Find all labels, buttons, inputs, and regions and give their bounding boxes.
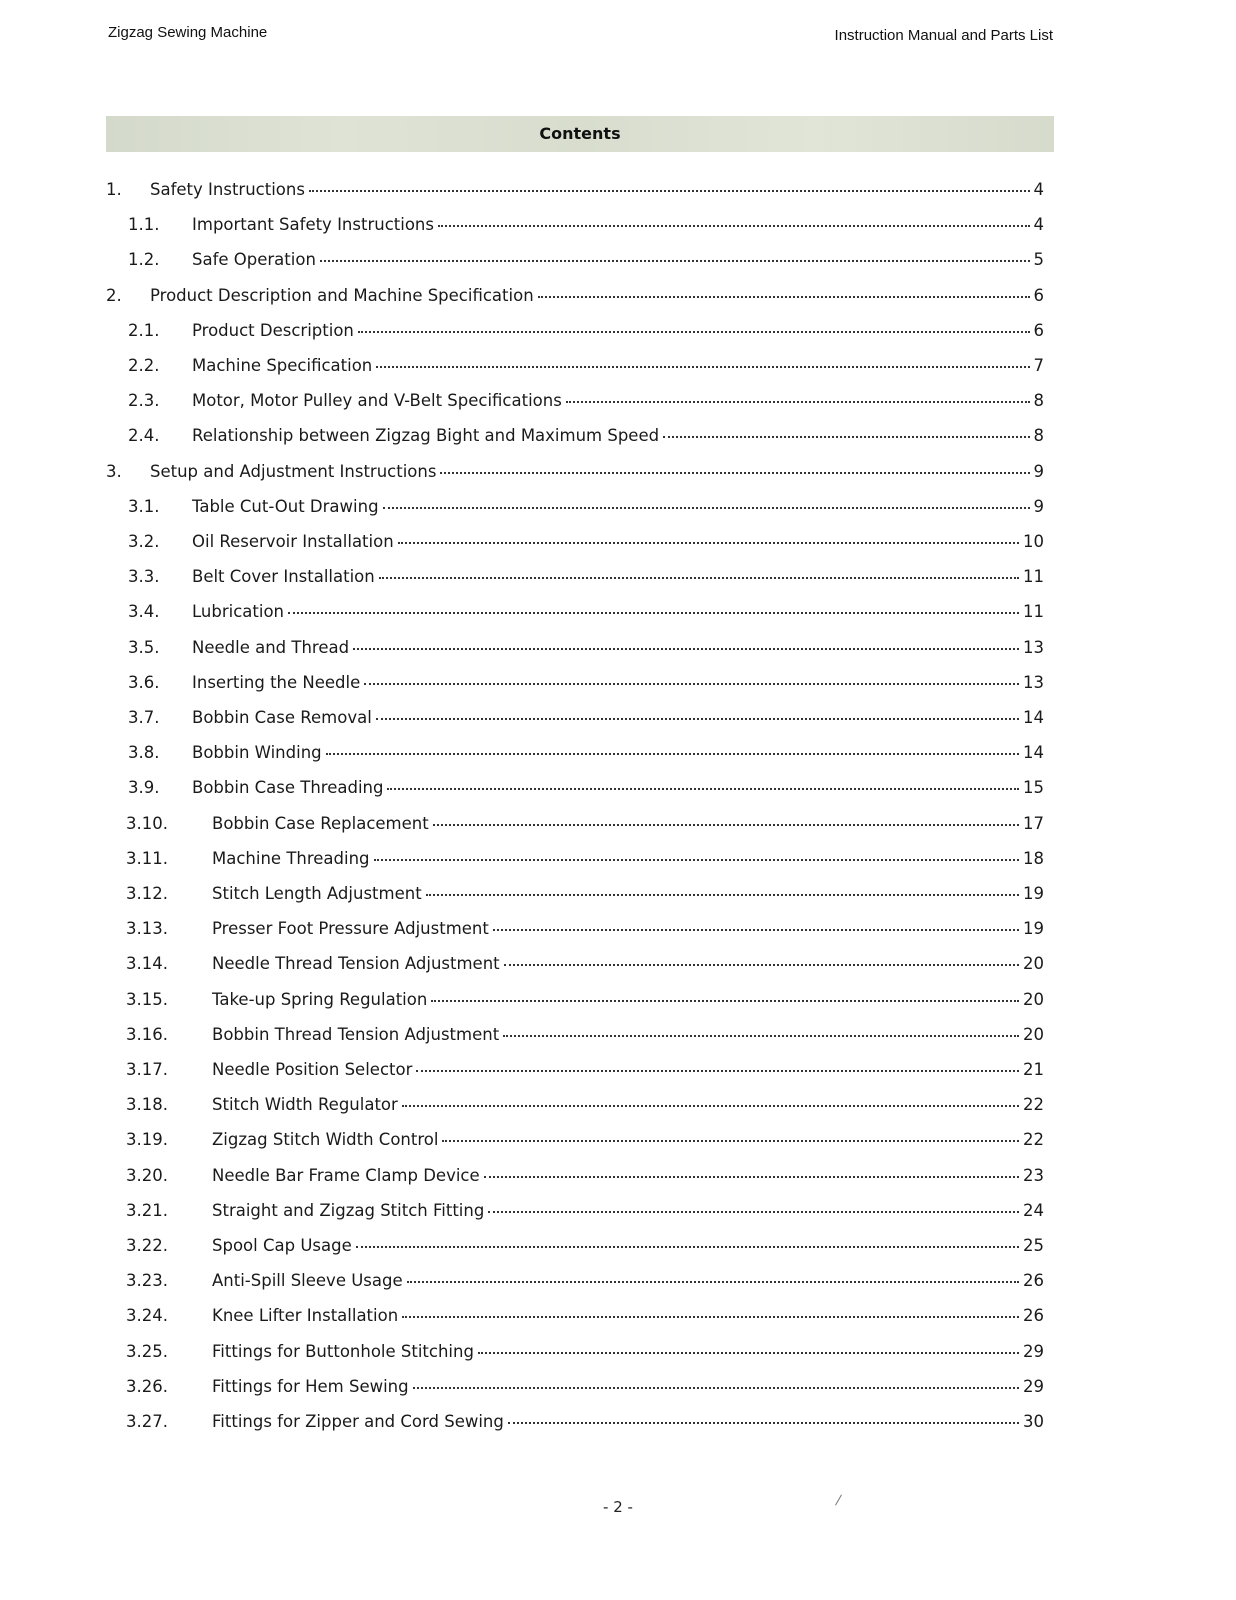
toc-entry-page: 14 bbox=[1023, 743, 1044, 763]
toc-entry-title: Inserting the Needle bbox=[192, 672, 361, 692]
toc-entry-number: 3.5. bbox=[128, 637, 160, 657]
toc-entry-page: 8 bbox=[1033, 426, 1044, 446]
toc-entry bbox=[128, 250, 1044, 280]
toc-entry-page: 22 bbox=[1023, 1130, 1044, 1150]
toc-entry-number: 3.3. bbox=[128, 567, 160, 587]
header-document-title: Zigzag Sewing Machine bbox=[108, 24, 268, 41]
toc-entry-number: 3.15. bbox=[126, 989, 168, 1009]
toc-entry-title: Setup and Adjustment Instructions bbox=[150, 461, 437, 481]
toc-dot-leader bbox=[440, 472, 1029, 474]
toc-dot-leader bbox=[478, 1352, 1019, 1354]
toc-entry-title: Safe Operation bbox=[192, 250, 316, 270]
toc-entry-number: 3.23. bbox=[126, 1271, 168, 1291]
toc-entry-page: 4 bbox=[1033, 180, 1044, 199]
toc-entry bbox=[126, 1342, 1044, 1372]
toc-entry-number: 3.27. bbox=[126, 1412, 168, 1431]
toc-entry-title: Needle Bar Frame Clamp Device bbox=[212, 1165, 480, 1185]
toc-entry-title: Needle and Thread bbox=[192, 637, 350, 657]
toc-entry-title: Fittings for Zipper and Cord Sewing bbox=[212, 1412, 504, 1431]
toc-dot-leader bbox=[413, 1387, 1019, 1389]
toc-dot-leader bbox=[663, 436, 1029, 438]
toc-entry-title: Take-up Spring Regulation bbox=[212, 989, 428, 1009]
toc-entry-page: 11 bbox=[1023, 602, 1044, 622]
toc-entry-title: Product Description bbox=[192, 320, 354, 340]
toc-entry bbox=[126, 1130, 1044, 1160]
toc-entry-page: 9 bbox=[1033, 496, 1044, 516]
toc-dot-leader bbox=[503, 1035, 1019, 1037]
toc-entry bbox=[128, 638, 1044, 668]
toc-entry bbox=[126, 990, 1044, 1020]
toc-entry-page: 19 bbox=[1023, 919, 1044, 939]
toc-entry bbox=[128, 321, 1044, 351]
toc-entry-number: 3.14. bbox=[126, 954, 168, 974]
toc-entry-title: Motor, Motor Pulley and V-Belt Specifications bbox=[192, 391, 562, 411]
toc-entry-page: 20 bbox=[1023, 1024, 1044, 1044]
toc-entry-number: 2. bbox=[106, 285, 122, 305]
toc-entry-page: 11 bbox=[1023, 567, 1044, 587]
toc-entry-title: Anti-Spill Sleeve Usage bbox=[212, 1271, 403, 1291]
toc-dot-leader bbox=[416, 1070, 1019, 1072]
toc-entry-page: 10 bbox=[1023, 532, 1044, 551]
toc-entry bbox=[126, 1306, 1044, 1336]
toc-entry-page: 25 bbox=[1023, 1236, 1044, 1255]
toc-entry-number: 3.20. bbox=[126, 1165, 168, 1185]
toc-dot-leader bbox=[376, 366, 1029, 368]
toc-entry-title: Table Cut-Out Drawing bbox=[192, 496, 379, 516]
toc-entry-number: 3.24. bbox=[126, 1306, 168, 1326]
toc-entry-page: 18 bbox=[1023, 848, 1044, 868]
toc-dot-leader bbox=[493, 929, 1019, 931]
toc-entry-page: 20 bbox=[1023, 954, 1044, 974]
toc-entry-page: 29 bbox=[1023, 1376, 1044, 1396]
toc-entry-page: 6 bbox=[1033, 285, 1044, 305]
contents-heading-band bbox=[106, 116, 1054, 152]
toc-entry-title: Oil Reservoir Installation bbox=[192, 532, 394, 551]
toc-entry-number: 2.4. bbox=[128, 426, 160, 446]
toc-entry-page: 5 bbox=[1033, 250, 1044, 270]
header-manual-type: Instruction Manual and Parts List bbox=[834, 27, 1053, 44]
toc-dot-leader bbox=[402, 1316, 1019, 1318]
toc-dot-leader bbox=[353, 648, 1019, 650]
toc-entry bbox=[128, 215, 1044, 245]
toc-entry bbox=[128, 532, 1044, 562]
toc-dot-leader bbox=[320, 260, 1030, 262]
toc-entry bbox=[126, 1236, 1044, 1266]
toc-entry bbox=[128, 708, 1044, 738]
toc-entry-title: Knee Lifter Installation bbox=[212, 1306, 399, 1326]
toc-dot-leader bbox=[379, 577, 1019, 579]
toc-entry-title: Zigzag Stitch Width Control bbox=[212, 1130, 439, 1150]
toc-entry bbox=[128, 602, 1044, 632]
toc-entry-title: Relationship between Zigzag Bight and Maximum Speed bbox=[192, 426, 660, 446]
toc-dot-leader bbox=[426, 894, 1019, 896]
toc-entry-page: 30 bbox=[1023, 1412, 1044, 1431]
toc-dot-leader bbox=[407, 1281, 1019, 1283]
toc-entry-title: Machine Specification bbox=[192, 356, 373, 375]
toc-entry bbox=[126, 954, 1044, 984]
toc-entry-title: Product Description and Machine Specification bbox=[150, 285, 534, 305]
toc-entry-number: 3.12. bbox=[126, 884, 168, 903]
toc-entry-page: 15 bbox=[1023, 778, 1044, 798]
toc-dot-leader bbox=[383, 507, 1030, 509]
toc-entry-number: 2.3. bbox=[128, 391, 160, 411]
toc-entry-page: 29 bbox=[1023, 1341, 1044, 1361]
toc-entry-page: 8 bbox=[1033, 391, 1044, 411]
toc-entry-title: Fittings for Hem Sewing bbox=[212, 1376, 409, 1396]
page-number: - 2 - bbox=[603, 1498, 633, 1516]
toc-entry-number: 1.2. bbox=[128, 250, 160, 270]
toc-entry-number: 3.16. bbox=[126, 1024, 168, 1044]
toc-entry-number: 2.2. bbox=[128, 356, 160, 375]
toc-entry bbox=[126, 849, 1044, 879]
toc-dot-leader bbox=[538, 296, 1030, 298]
toc-entry-title: Bobbin Case Threading bbox=[192, 778, 384, 798]
toc-entry-page: 13 bbox=[1023, 672, 1044, 692]
toc-entry-title: Bobbin Case Removal bbox=[192, 708, 372, 727]
toc-entry-page: 17 bbox=[1023, 813, 1044, 833]
toc-entry-title: Important Safety Instructions bbox=[192, 215, 434, 235]
toc-entry-title: Stitch Length Adjustment bbox=[212, 884, 422, 903]
toc-entry bbox=[106, 180, 1044, 210]
toc-entry-page: 26 bbox=[1023, 1271, 1044, 1291]
toc-entry-title: Presser Foot Pressure Adjustment bbox=[212, 919, 489, 939]
toc-entry bbox=[126, 1377, 1044, 1407]
toc-entry-title: Machine Threading bbox=[212, 848, 370, 868]
toc-entry-page: 22 bbox=[1023, 1095, 1044, 1115]
toc-entry bbox=[126, 1271, 1044, 1301]
toc-entry-number: 3.1. bbox=[128, 496, 160, 516]
toc-entry-page: 13 bbox=[1023, 637, 1044, 657]
page-header bbox=[108, 22, 1053, 48]
toc-entry bbox=[128, 673, 1044, 703]
toc-entry-number: 3.11. bbox=[126, 848, 168, 868]
toc-entry-title: Lubrication bbox=[192, 602, 284, 622]
toc-entry-page: 26 bbox=[1023, 1306, 1044, 1326]
toc-entry-title: Bobbin Case Replacement bbox=[212, 813, 429, 833]
toc-entry-title: Fittings for Buttonhole Stitching bbox=[212, 1341, 474, 1361]
toc-entry-number: 3.7. bbox=[128, 708, 160, 727]
toc-entry-title: Spool Cap Usage bbox=[212, 1236, 352, 1255]
toc-dot-leader bbox=[288, 612, 1019, 614]
toc-entry-number: 3.8. bbox=[128, 743, 160, 763]
toc-entry bbox=[128, 778, 1044, 808]
toc-dot-leader bbox=[364, 683, 1019, 685]
toc-entry bbox=[128, 743, 1044, 773]
toc-entry-title: Needle Position Selector bbox=[212, 1060, 413, 1079]
toc-entry-page: 9 bbox=[1033, 461, 1044, 481]
toc-dot-leader bbox=[438, 225, 1030, 227]
toc-entry bbox=[126, 884, 1044, 914]
toc-entry bbox=[128, 567, 1044, 597]
toc-dot-leader bbox=[508, 1422, 1019, 1424]
toc-entry-page: 4 bbox=[1033, 215, 1044, 235]
toc-entry-page: 14 bbox=[1023, 708, 1044, 727]
toc-entry-number: 3.9. bbox=[128, 778, 160, 798]
toc-entry-page: 19 bbox=[1023, 884, 1044, 903]
toc-entry-number: 3.18. bbox=[126, 1095, 168, 1115]
toc-entry-number: 3. bbox=[106, 461, 122, 481]
toc-entry bbox=[128, 497, 1044, 527]
toc-dot-leader bbox=[433, 824, 1019, 826]
toc-dot-leader bbox=[326, 753, 1019, 755]
toc-entry-page: 7 bbox=[1033, 356, 1044, 375]
toc-entry-page: 23 bbox=[1023, 1165, 1044, 1185]
toc-entry-page: 6 bbox=[1033, 320, 1044, 340]
toc-dot-leader bbox=[488, 1211, 1019, 1213]
toc-dot-leader bbox=[504, 964, 1019, 966]
toc-entry-title: Straight and Zigzag Stitch Fitting bbox=[212, 1200, 485, 1220]
toc-entry bbox=[128, 356, 1044, 386]
toc-dot-leader bbox=[387, 788, 1019, 790]
toc-dot-leader bbox=[398, 542, 1019, 544]
toc-entry bbox=[106, 462, 1044, 492]
toc-dot-leader bbox=[442, 1140, 1019, 1142]
toc-entry-number: 3.17. bbox=[126, 1060, 168, 1079]
toc-dot-leader bbox=[309, 190, 1030, 192]
toc-entry-number: 3.13. bbox=[126, 919, 168, 939]
toc-entry bbox=[126, 1412, 1044, 1442]
toc-entry-title: Safety Instructions bbox=[150, 180, 305, 199]
toc-entry-page: 21 bbox=[1023, 1060, 1044, 1079]
toc-entry-number: 3.19. bbox=[126, 1130, 168, 1150]
toc-entry-number: 2.1. bbox=[128, 320, 160, 340]
toc-dot-leader bbox=[431, 1000, 1019, 1002]
toc-entry-title: Bobbin Winding bbox=[192, 743, 322, 763]
toc-dot-leader bbox=[566, 401, 1030, 403]
toc-entry-number: 3.10. bbox=[126, 813, 168, 833]
toc-dot-leader bbox=[356, 1246, 1019, 1248]
toc-entry-number: 1.1. bbox=[128, 215, 160, 235]
toc-entry bbox=[126, 919, 1044, 949]
toc-dot-leader bbox=[358, 331, 1030, 333]
toc-dot-leader bbox=[484, 1176, 1019, 1178]
toc-entry-number: 3.26. bbox=[126, 1376, 168, 1396]
toc-entry bbox=[126, 1095, 1044, 1125]
toc-entry-number: 3.4. bbox=[128, 602, 160, 622]
toc-entry bbox=[126, 1060, 1044, 1090]
toc-dot-leader bbox=[376, 718, 1019, 720]
toc-dot-leader bbox=[402, 1105, 1019, 1107]
toc-entry-title: Belt Cover Installation bbox=[192, 567, 375, 587]
toc-entry bbox=[126, 1166, 1044, 1196]
toc-entry-title: Bobbin Thread Tension Adjustment bbox=[212, 1024, 500, 1044]
toc-entry bbox=[126, 814, 1044, 844]
toc-entry bbox=[126, 1201, 1044, 1231]
toc-entry-title: Stitch Width Regulator bbox=[212, 1095, 398, 1115]
toc-entry-number: 3.25. bbox=[126, 1341, 168, 1361]
toc-entry-number: 3.21. bbox=[126, 1200, 168, 1220]
toc-entry bbox=[128, 391, 1044, 421]
toc-entry bbox=[126, 1025, 1044, 1055]
toc-entry-page: 20 bbox=[1023, 989, 1044, 1009]
toc-entry bbox=[106, 286, 1044, 316]
toc-dot-leader bbox=[374, 859, 1019, 861]
toc-entry-number: 3.6. bbox=[128, 672, 160, 692]
toc-entry bbox=[128, 426, 1044, 456]
toc-entry-title: Needle Thread Tension Adjustment bbox=[212, 954, 500, 974]
toc-entry-page: 24 bbox=[1023, 1200, 1044, 1220]
toc-entry-number: 3.2. bbox=[128, 532, 160, 551]
toc-entry-number: 3.22. bbox=[126, 1236, 168, 1255]
toc-entry-number: 1. bbox=[106, 180, 122, 199]
contents-title: Contents bbox=[539, 124, 621, 143]
